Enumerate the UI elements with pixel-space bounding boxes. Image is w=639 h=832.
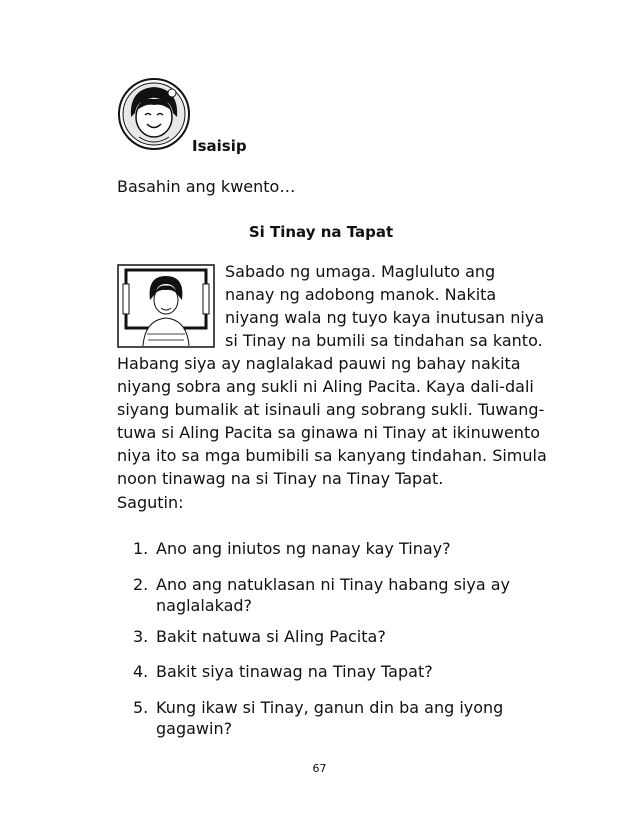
intro-text: Basahin ang kwento… (117, 177, 296, 196)
story-line: nanay ng adobong manok. Nakita (225, 285, 497, 304)
story-line: Habang siya ay naglalakad pauwi ng bahay nakita (117, 354, 521, 373)
story-line: niya ito sa mga bumibili sa kanyang tindahan. Simula (117, 446, 547, 465)
question-number: 5. (133, 698, 149, 717)
story-line: siyang bumalik at isinauli ang sobrang sukli. Tuwang- (117, 400, 545, 419)
story-title: Si Tinay na Tapat (248, 223, 394, 241)
page-number: 67 (312, 762, 327, 775)
question-number: 4. (133, 662, 149, 681)
story-line: niyang sobra ang sukli ni Aling Pacita. Kaya dali-dali (117, 377, 534, 396)
question-number: 2. (133, 575, 149, 594)
question-number: 1. (133, 539, 149, 558)
question-text: Bakit siya tinawag na Tinay Tapat? (156, 662, 433, 681)
question-number: 3. (133, 627, 149, 646)
question-text: gagawin? (156, 719, 233, 738)
question-text: Bakit natuwa si Aling Pacita? (156, 627, 386, 646)
question-text: Ano ang natuklasan ni Tinay habang siya ay (156, 575, 510, 594)
girl-in-frame-illustration (117, 264, 215, 348)
story-line: noon tinawag na si Tinay na Tinay Tapat. (117, 469, 444, 488)
story-line: tuwa si Aling Pacita sa ginawa ni Tinay at ikinuwento (117, 423, 540, 442)
story-line: niyang wala ng tuyo kaya inutusan niya (225, 308, 545, 327)
question-text: Kung ikaw si Tinay, ganun din ba ang iyong (156, 698, 504, 717)
sagutin-label: Sagutin: (117, 493, 184, 512)
story-line: Sabado ng umaga. Magluluto ang (225, 262, 496, 281)
question-text: naglalakad? (156, 596, 253, 615)
girl-avatar-icon (117, 77, 191, 151)
section-heading: Isaisip (192, 137, 247, 155)
question-text: Ano ang iniutos ng nanay kay Tinay? (156, 539, 451, 558)
story-line: si Tinay na bumili sa tindahan sa kanto. (225, 331, 543, 350)
